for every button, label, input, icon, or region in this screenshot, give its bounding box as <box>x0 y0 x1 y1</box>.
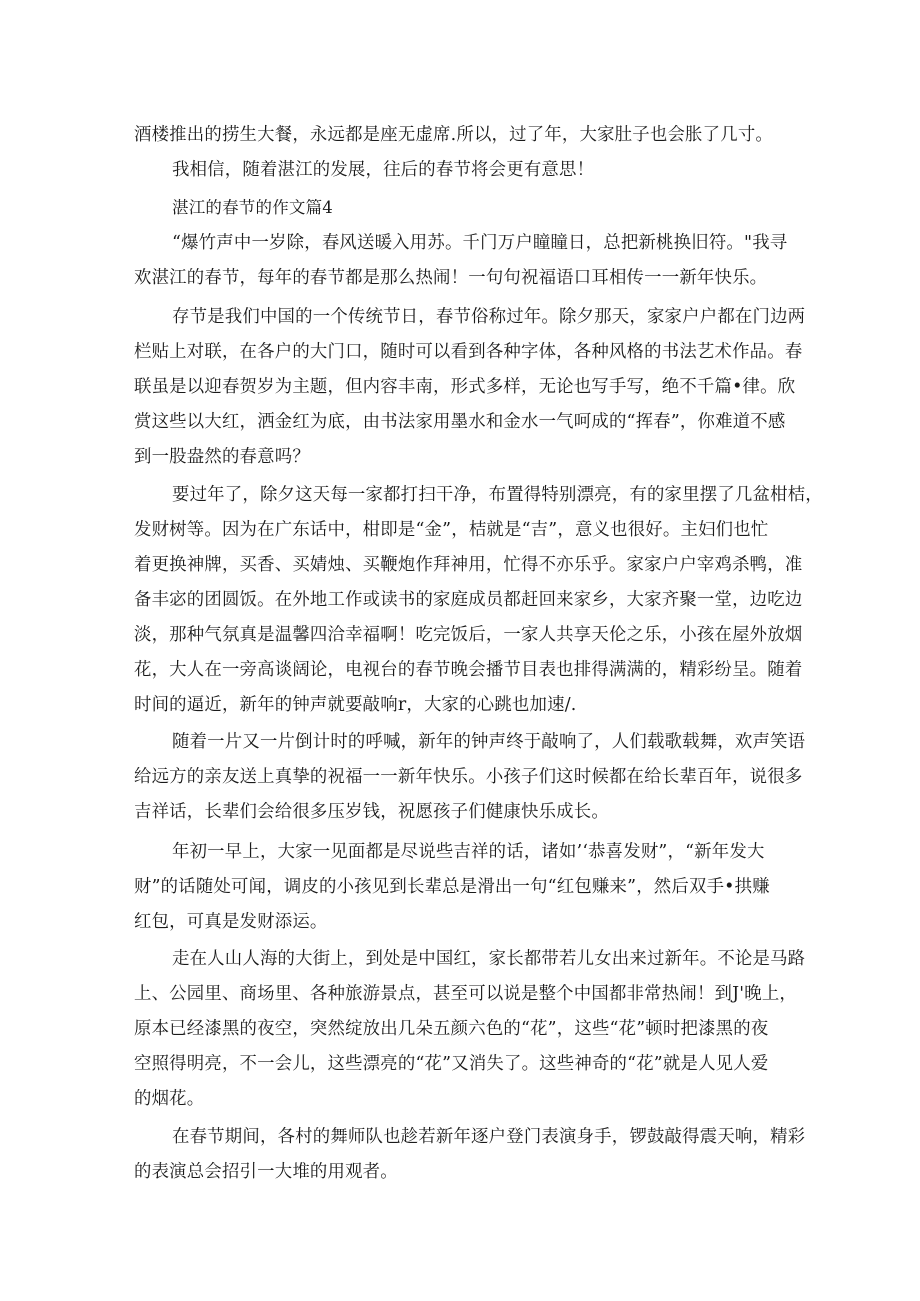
text-line: 欢湛江的春节，每年的春节都是那么热闹！一句句祝福语口耳相传一一新年快乐。 <box>134 268 768 288</box>
text-line: 栏贴上对联，在各户的大门口，随时可以看到各种字体，各种风格的书法艺术作品。春 <box>134 342 803 362</box>
text-line: 联虽是以迎春贺岁为主题，但内容丰南，形式多样，无论也写手写，绝不千篇•律。欣 <box>134 377 796 397</box>
text-line: 花，大人在一旁高谈阔论，电视台的春节晚会播节目表也排得满满的，精彩纷呈。随着 <box>134 660 803 680</box>
text-line: 淡，那种气氛真是温馨四洽幸福啊！吃完饭后，一家人共享天伦之乐，小孩在屋外放烟 <box>134 625 803 645</box>
text-line: 的表演总会招引一大堆的用观者。 <box>134 1162 398 1182</box>
text-line: 原本已经漆黑的夜空，突然绽放出几朵五颜六色的“花”，这些“花”顿时把漆黑的夜 <box>134 1019 769 1039</box>
text-line: 随着一片又一片倒计时的呼喊，新年的钟声终于敲响了，人们载歌载舞，欢声笑语 <box>172 732 806 752</box>
text-line: 存节是我们中国的一个传统节日，春节俗称过年。除夕那天，家家户户都在门边两 <box>172 307 806 327</box>
section-heading: 湛江的春节的作文篇4 <box>172 198 333 217</box>
text-line: 年初一早上，大家一见面都是尽说些吉祥的话，诸如’‘恭喜发财”，“新年发大 <box>172 842 765 862</box>
text-line: 时间的逼近，新年的钟声就要敲响r，大家的心跳也加速/. <box>134 695 577 715</box>
text-line: “爆竹声中一岁除，春风送暖入用苏。千门万户瞳瞳日，总把新桃换旧符。"我寻 <box>172 233 788 253</box>
text-line: 酒楼推出的捞生大餐，永远都是座无虚席.所以，过了年，大家肚子也会胀了几寸。 <box>134 125 773 145</box>
text-line: 上、公园里、商场里、各种旅游景点，甚至可以说是整个中国都非常热闹！到J'晚上， <box>134 984 798 1004</box>
text-line: 财”的话随处可闻，调皮的小孩见到长辈总是滑出一句“红包赚来”，然后双手•拱赚 <box>134 877 770 897</box>
text-line: 备丰宓的团圆饭。在外地工作或读书的家庭成员都赶回来家乡，大家齐聚一堂，边吃边 <box>134 590 803 610</box>
text-line: 红包，可真是发财添运。 <box>134 912 328 932</box>
text-line: 我相信，随着湛江的发展，往后的春节将会更有意思！ <box>172 160 595 180</box>
text-line: 要过年了，除夕这天每一家都打扫干净，布置得特别漂亮，有的家里摆了几盆柑桔， <box>172 485 823 505</box>
text-line: 发财树等。因为在广东话中，柑即是“金”，桔就是“吉”，意义也很好。主妇们也忙 <box>134 520 769 540</box>
text-line: 到一股盎然的春意吗？ <box>134 447 310 467</box>
text-line: 走在人山人海的大街上，到处是中国红，家长都带若儿女出来过新年。不论是马路 <box>172 949 806 969</box>
text-line: 赏这些以大红，洒金红为底，由书法家用墨水和金水一气呵成的“挥春”，你难道不感 <box>134 412 786 432</box>
text-line: 吉祥话，长辈们会给很多压岁钱，祝愿孩子们健康快乐成长。 <box>134 802 609 822</box>
text-line: 在春节期间，各村的舞师队也趁若新年逐户登门表演身手，锣鼓敲得震天响，精彩 <box>172 1127 806 1147</box>
text-line: 空照得明亮，不一会儿，这些漂亮的“花”又消失了。这些神奇的“花”就是人见人爱 <box>134 1054 769 1074</box>
text-line: 的烟花。 <box>134 1089 205 1109</box>
text-line: 着更换神牌，买香、买婧烛、买鞭炮作拜神用，忙得不亦乐乎。家家户户宰鸡杀鸭，准 <box>134 555 803 575</box>
text-line: 给远方的亲友送上真挚的祝福一一新年快乐。小孩子们这时候都在给长辈百年，说很多 <box>134 767 803 787</box>
